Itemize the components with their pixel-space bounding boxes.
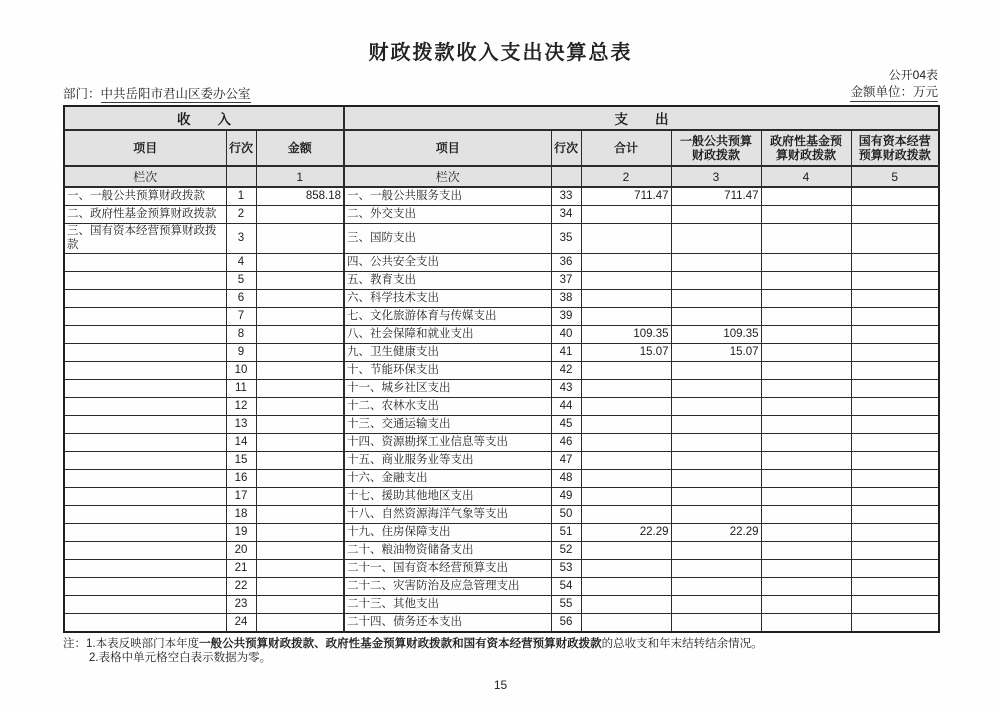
expense-line-cell: 43 (551, 379, 581, 397)
expense-item-cell: 十、节能环保支出 (344, 361, 551, 379)
expense-general-budget-cell (671, 577, 761, 595)
expense-line-cell: 50 (551, 505, 581, 523)
expense-line-cell: 56 (551, 613, 581, 632)
income-amount-cell (256, 253, 344, 271)
table-row (64, 469, 939, 487)
expense-item-cell: 十二、农林水支出 (344, 397, 551, 415)
income-amount-cell (256, 325, 344, 343)
section-income: 收 入 (64, 106, 344, 130)
expense-state-capital-cell (851, 289, 939, 307)
table-row (64, 224, 939, 254)
col-header-state-capital: 国有资本经营 预算财政拨款 (851, 130, 939, 166)
expense-line-cell: 35 (551, 224, 581, 254)
income-amount-cell (256, 397, 344, 415)
income-item-cell (64, 343, 226, 361)
expense-total-cell (581, 307, 671, 325)
income-item-cell (64, 595, 226, 613)
expense-item-cell: 十九、住房保障支出 (344, 523, 551, 541)
income-line-cell: 21 (226, 559, 256, 577)
income-line-cell: 1 (226, 187, 256, 206)
expense-total-cell (581, 451, 671, 469)
expense-general-budget-cell: 15.07 (671, 343, 761, 361)
expense-total-cell: 15.07 (581, 343, 671, 361)
expense-line-cell: 49 (551, 487, 581, 505)
income-item-cell (64, 577, 226, 595)
expense-line-cell: 45 (551, 415, 581, 433)
income-line-cell: 14 (226, 433, 256, 451)
table-row (64, 577, 939, 595)
col-header-general-budget: 一般公共预算 财政拨款 (671, 130, 761, 166)
income-item-cell (64, 289, 226, 307)
income-amount-cell (256, 307, 344, 325)
expense-gov-fund-cell (761, 415, 851, 433)
income-line-cell: 19 (226, 523, 256, 541)
expense-item-cell: 一、一般公共服务支出 (344, 187, 551, 206)
expense-state-capital-cell (851, 433, 939, 451)
expense-state-capital-cell (851, 343, 939, 361)
expense-gov-fund-cell (761, 187, 851, 206)
expense-line-cell: 41 (551, 343, 581, 361)
income-amount-cell (256, 415, 344, 433)
expense-general-budget-cell (671, 415, 761, 433)
expense-line-cell: 48 (551, 469, 581, 487)
index-col-2: 2 (581, 166, 671, 187)
income-amount-cell (256, 343, 344, 361)
index-label-expense: 栏次 (344, 166, 551, 187)
expense-state-capital-cell (851, 187, 939, 206)
expense-gov-fund-cell (761, 433, 851, 451)
expense-total-cell: 109.35 (581, 325, 671, 343)
table-row (64, 379, 939, 397)
expense-total-cell (581, 361, 671, 379)
expense-state-capital-cell (851, 307, 939, 325)
income-line-cell: 20 (226, 541, 256, 559)
footnote-2: 2.表格中单元格空白表示数据为零。 (89, 652, 272, 665)
expense-item-cell: 二十四、债务还本支出 (344, 613, 551, 632)
table-row (64, 595, 939, 613)
expense-total-cell (581, 206, 671, 224)
income-line-cell: 4 (226, 253, 256, 271)
expense-general-budget-cell: 22.29 (671, 523, 761, 541)
income-line-cell: 3 (226, 224, 256, 254)
expense-state-capital-cell (851, 379, 939, 397)
unit-label: 金额单位：万元 (850, 82, 938, 102)
expense-state-capital-cell (851, 469, 939, 487)
table-row (64, 613, 939, 632)
expense-item-cell: 六、科学技术支出 (344, 289, 551, 307)
expense-item-cell: 二十、粮油物资储备支出 (344, 541, 551, 559)
expense-line-cell: 51 (551, 523, 581, 541)
expense-gov-fund-cell (761, 325, 851, 343)
expense-general-budget-cell (671, 613, 761, 632)
expense-total-cell (581, 289, 671, 307)
expense-line-cell: 52 (551, 541, 581, 559)
income-item-cell (64, 523, 226, 541)
expense-item-cell: 二、外交支出 (344, 206, 551, 224)
expense-item-cell: 十三、交通运输支出 (344, 415, 551, 433)
expense-state-capital-cell (851, 361, 939, 379)
expense-state-capital-cell (851, 415, 939, 433)
expense-gov-fund-cell (761, 487, 851, 505)
income-item-cell (64, 487, 226, 505)
expense-line-cell: 37 (551, 271, 581, 289)
income-amount-cell (256, 224, 344, 254)
expense-total-cell (581, 397, 671, 415)
income-line-cell: 15 (226, 451, 256, 469)
expense-total-cell (581, 487, 671, 505)
table-row (64, 361, 939, 379)
expense-general-budget-cell (671, 224, 761, 254)
info-line (63, 84, 938, 102)
expense-general-budget-cell (671, 541, 761, 559)
expense-gov-fund-cell (761, 505, 851, 523)
expense-state-capital-cell (851, 541, 939, 559)
expense-line-cell: 40 (551, 325, 581, 343)
table-row (64, 451, 939, 469)
col-header-income-amount: 金额 (256, 130, 344, 166)
income-line-cell: 22 (226, 577, 256, 595)
expense-line-cell: 42 (551, 361, 581, 379)
expense-gov-fund-cell (761, 577, 851, 595)
expense-general-budget-cell (671, 487, 761, 505)
table-row (64, 271, 939, 289)
income-line-cell: 18 (226, 505, 256, 523)
section-header-row (64, 106, 939, 130)
section-expense: 支 出 (344, 106, 939, 130)
income-amount-cell: 858.18 (256, 187, 344, 206)
expense-gov-fund-cell (761, 253, 851, 271)
page-number: 15 (493, 677, 508, 692)
income-item-cell (64, 271, 226, 289)
index-label-income: 栏次 (64, 166, 226, 187)
income-item-cell (64, 415, 226, 433)
expense-item-cell: 九、卫生健康支出 (344, 343, 551, 361)
table-row (64, 325, 939, 343)
expense-state-capital-cell (851, 253, 939, 271)
expense-general-budget-cell (671, 451, 761, 469)
footnotes (63, 637, 938, 666)
expense-total-cell: 22.29 (581, 523, 671, 541)
income-line-cell: 7 (226, 307, 256, 325)
expense-gov-fund-cell (761, 361, 851, 379)
expense-item-cell: 二十一、国有资本经营预算支出 (344, 559, 551, 577)
expense-gov-fund-cell (761, 523, 851, 541)
income-amount-cell (256, 577, 344, 595)
income-line-cell: 16 (226, 469, 256, 487)
expense-gov-fund-cell (761, 379, 851, 397)
income-amount-cell (256, 433, 344, 451)
income-line-cell: 8 (226, 325, 256, 343)
index-blank-income-line (226, 166, 256, 187)
expense-total-cell: 711.47 (581, 187, 671, 206)
index-col-1: 1 (256, 166, 344, 187)
income-amount-cell (256, 206, 344, 224)
income-amount-cell (256, 451, 344, 469)
expense-state-capital-cell (851, 595, 939, 613)
department-value: 中共岳阳市君山区委办公室 (100, 87, 251, 101)
index-blank-expense-line (551, 166, 581, 187)
expense-item-cell: 四、公共安全支出 (344, 253, 551, 271)
expense-gov-fund-cell (761, 289, 851, 307)
expense-line-cell: 44 (551, 397, 581, 415)
expense-total-cell (581, 559, 671, 577)
table-row (64, 397, 939, 415)
expense-state-capital-cell (851, 613, 939, 632)
income-line-cell: 17 (226, 487, 256, 505)
expense-state-capital-cell (851, 577, 939, 595)
expense-total-cell (581, 505, 671, 523)
table-row (64, 253, 939, 271)
expense-item-cell: 十八、自然资源海洋气象等支出 (344, 505, 551, 523)
income-line-cell: 23 (226, 595, 256, 613)
income-item-cell (64, 541, 226, 559)
expense-general-budget-cell (671, 505, 761, 523)
expense-total-cell (581, 613, 671, 632)
expense-general-budget-cell (671, 206, 761, 224)
expense-line-cell: 38 (551, 289, 581, 307)
table-row (64, 433, 939, 451)
expense-gov-fund-cell (761, 224, 851, 254)
expense-total-cell (581, 415, 671, 433)
income-amount-cell (256, 361, 344, 379)
income-line-cell: 2 (226, 206, 256, 224)
income-amount-cell (256, 541, 344, 559)
expense-general-budget-cell (671, 379, 761, 397)
expense-general-budget-cell (671, 271, 761, 289)
income-amount-cell (256, 505, 344, 523)
expense-item-cell: 七、文化旅游体育与传媒支出 (344, 307, 551, 325)
col-header-income-line: 行次 (226, 130, 256, 166)
income-item-cell (64, 361, 226, 379)
expense-total-cell (581, 271, 671, 289)
table-row (64, 206, 939, 224)
expense-line-cell: 47 (551, 451, 581, 469)
income-item-cell: 一、一般公共预算财政拨款 (64, 187, 226, 206)
income-amount-cell (256, 487, 344, 505)
income-amount-cell (256, 469, 344, 487)
expense-item-cell: 十一、城乡社区支出 (344, 379, 551, 397)
column-header-row (64, 130, 939, 166)
income-amount-cell (256, 289, 344, 307)
income-item-cell (64, 325, 226, 343)
expense-item-cell: 三、国防支出 (344, 224, 551, 254)
expense-total-cell (581, 541, 671, 559)
expense-item-cell: 十七、援助其他地区支出 (344, 487, 551, 505)
income-amount-cell (256, 559, 344, 577)
expense-general-budget-cell (671, 307, 761, 325)
income-amount-cell (256, 613, 344, 632)
expense-total-cell (581, 224, 671, 254)
expense-item-cell: 十四、资源勘探工业信息等支出 (344, 433, 551, 451)
expense-item-cell: 十六、金融支出 (344, 469, 551, 487)
expense-item-cell: 二十三、其他支出 (344, 595, 551, 613)
expense-general-budget-cell (671, 289, 761, 307)
income-item-cell (64, 613, 226, 632)
table-row (64, 559, 939, 577)
income-item-cell (64, 397, 226, 415)
expense-general-budget-cell (671, 397, 761, 415)
page-title: 财政拨款收入支出决算总表 (368, 42, 633, 64)
expense-state-capital-cell (851, 224, 939, 254)
table-row (64, 541, 939, 559)
expense-line-cell: 34 (551, 206, 581, 224)
expense-state-capital-cell (851, 451, 939, 469)
expense-gov-fund-cell (761, 397, 851, 415)
expense-state-capital-cell (851, 487, 939, 505)
col-header-expense-item: 项目 (344, 130, 551, 166)
income-line-cell: 5 (226, 271, 256, 289)
expense-general-budget-cell (671, 469, 761, 487)
expense-state-capital-cell (851, 523, 939, 541)
expense-gov-fund-cell (761, 541, 851, 559)
expense-general-budget-cell: 109.35 (671, 325, 761, 343)
income-item-cell: 三、国有资本经营预算财政拨款 (64, 224, 226, 254)
expense-state-capital-cell (851, 271, 939, 289)
index-col-3: 3 (671, 166, 761, 187)
expense-state-capital-cell (851, 559, 939, 577)
expense-gov-fund-cell (761, 595, 851, 613)
table-row (64, 343, 939, 361)
expense-gov-fund-cell (761, 307, 851, 325)
fiscal-appropriation-table (63, 105, 940, 633)
expense-state-capital-cell (851, 397, 939, 415)
expense-total-cell (581, 433, 671, 451)
table-code-label: 公开04表 (888, 68, 938, 82)
expense-item-cell: 八、社会保障和就业支出 (344, 325, 551, 343)
expense-line-cell: 33 (551, 187, 581, 206)
income-amount-cell (256, 523, 344, 541)
expense-general-budget-cell (671, 559, 761, 577)
department-label: 部门： (63, 87, 101, 101)
income-line-cell: 6 (226, 289, 256, 307)
expense-line-cell: 46 (551, 433, 581, 451)
income-item-cell (64, 433, 226, 451)
expense-gov-fund-cell (761, 206, 851, 224)
index-col-5: 5 (851, 166, 939, 187)
expense-line-cell: 54 (551, 577, 581, 595)
expense-gov-fund-cell (761, 559, 851, 577)
expense-total-cell (581, 253, 671, 271)
income-item-cell (64, 451, 226, 469)
income-amount-cell (256, 271, 344, 289)
expense-total-cell (581, 577, 671, 595)
col-header-expense-line: 行次 (551, 130, 581, 166)
expense-line-cell: 55 (551, 595, 581, 613)
table-row (64, 187, 939, 206)
expense-line-cell: 39 (551, 307, 581, 325)
expense-general-budget-cell (671, 361, 761, 379)
income-line-cell: 10 (226, 361, 256, 379)
expense-state-capital-cell (851, 325, 939, 343)
income-item-cell (64, 559, 226, 577)
income-line-cell: 13 (226, 415, 256, 433)
expense-line-cell: 36 (551, 253, 581, 271)
expense-gov-fund-cell (761, 613, 851, 632)
expense-gov-fund-cell (761, 343, 851, 361)
table-row (64, 523, 939, 541)
income-line-cell: 12 (226, 397, 256, 415)
department-field (63, 84, 251, 102)
income-item-cell: 二、政府性基金预算财政拨款 (64, 206, 226, 224)
income-amount-cell (256, 379, 344, 397)
income-amount-cell (256, 595, 344, 613)
expense-item-cell: 十五、商业服务业等支出 (344, 451, 551, 469)
expense-general-budget-cell (671, 253, 761, 271)
col-header-gov-fund: 政府性基金预 算财政拨款 (761, 130, 851, 166)
table-row (64, 307, 939, 325)
expense-gov-fund-cell (761, 271, 851, 289)
income-item-cell (64, 307, 226, 325)
income-item-cell (64, 505, 226, 523)
table-row (64, 415, 939, 433)
table-row (64, 289, 939, 307)
expense-general-budget-cell: 711.47 (671, 187, 761, 206)
expense-item-cell: 二十二、灾害防治及应急管理支出 (344, 577, 551, 595)
col-header-expense-total: 合计 (581, 130, 671, 166)
expense-gov-fund-cell (761, 451, 851, 469)
expense-state-capital-cell (851, 206, 939, 224)
expense-general-budget-cell (671, 595, 761, 613)
income-item-cell (64, 469, 226, 487)
expense-gov-fund-cell (761, 469, 851, 487)
expense-total-cell (581, 379, 671, 397)
table-row (64, 505, 939, 523)
income-line-cell: 24 (226, 613, 256, 632)
table-row (64, 487, 939, 505)
income-line-cell: 9 (226, 343, 256, 361)
expense-total-cell (581, 595, 671, 613)
footnote-1: 注：1.本表反映部门本年度一般公共预算财政拨款、政府性基金预算财政拨款和国有资本经营预算财政拨款的总收支和年末结转结余情况。 (63, 637, 763, 650)
index-col-4: 4 (761, 166, 851, 187)
col-header-income-item: 项目 (64, 130, 226, 166)
expense-line-cell: 53 (551, 559, 581, 577)
income-line-cell: 11 (226, 379, 256, 397)
income-item-cell (64, 253, 226, 271)
expense-state-capital-cell (851, 505, 939, 523)
expense-general-budget-cell (671, 433, 761, 451)
expense-total-cell (581, 469, 671, 487)
column-index-row (64, 166, 939, 187)
expense-item-cell: 五、教育支出 (344, 271, 551, 289)
income-item-cell (64, 379, 226, 397)
